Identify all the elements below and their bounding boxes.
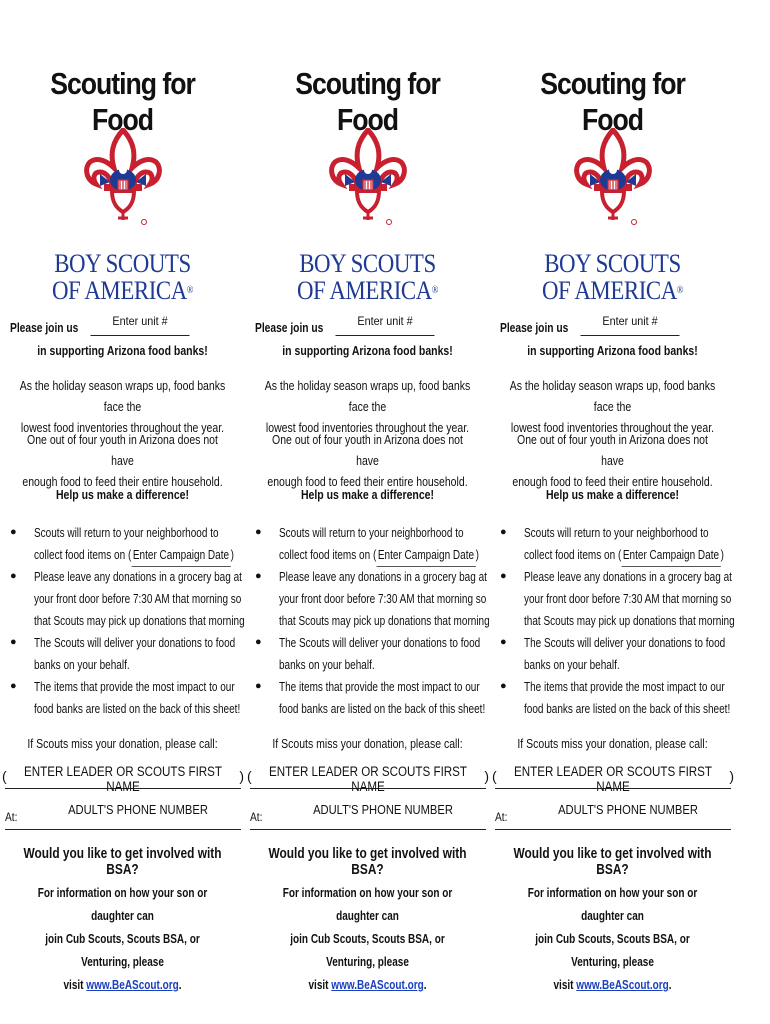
bsa-fleur-de-lis-icon: [327, 128, 409, 228]
paragraph-line: One out of four youth in Arizona does not have: [27, 433, 218, 468]
paren-right: ): [729, 768, 734, 784]
bullet-icon: ●: [500, 526, 507, 538]
list-item-continuation: [0, 610, 245, 632]
campaign-date-field[interactable]: Enter Campaign Date: [621, 544, 720, 567]
info-text: [270, 882, 466, 997]
info-line: For information on how your son or daughter can: [282, 886, 453, 923]
list-item: [245, 632, 490, 654]
flyer-3: [490, 0, 735, 1024]
help-heading: Help us make a difference!: [300, 488, 435, 502]
list-item: [245, 676, 490, 698]
info-text: [515, 882, 711, 997]
list-item-continuation: [245, 654, 490, 676]
bullet-text: The Scouts will deliver your donations to food: [524, 636, 726, 650]
paren-right: ): [239, 768, 244, 784]
youth-paragraph: [265, 430, 471, 493]
list-item-continuation: [245, 588, 490, 610]
support-text: in supporting Arizona food banks!: [527, 344, 698, 358]
bullet-text: collect food items on ( Enter Campaign Date ): [34, 544, 234, 567]
info-text: [25, 882, 221, 997]
info-line: join Cub Scouts, Scouts BSA, or Venturing, please: [45, 932, 200, 969]
brand-line-2-text: OF AMERICA: [51, 276, 187, 305]
list-item-continuation: [490, 588, 735, 610]
join-row: [0, 314, 245, 340]
list-item-continuation: [245, 698, 490, 720]
bullet-text: that Scouts may pick up donations that morning: [34, 614, 245, 628]
list-item-continuation: [0, 654, 245, 676]
list-item: [490, 632, 735, 654]
info-line: For information on how your son or daughter can: [527, 886, 698, 923]
bullet-text: Scouts will return to your neighborhood to: [279, 526, 464, 540]
bullet-text: Scouts will return to your neighborhood to: [34, 526, 219, 540]
brand-line-2: [260, 277, 476, 304]
involvement-heading: Would you like to get involved with BSA?: [268, 846, 467, 878]
flyer-title: Scouting for Food: [295, 66, 440, 137]
help-heading: Help us make a difference!: [55, 488, 190, 502]
call-text: If Scouts miss your donation, please call:: [27, 737, 218, 751]
leader-name-field[interactable]: [492, 762, 734, 794]
bullet-icon: ●: [500, 680, 507, 692]
paren-left: (: [247, 768, 252, 784]
bullet-text: food banks are listed on the back of this sheet!: [524, 702, 731, 716]
beascout-link[interactable]: www.BeAScout.org: [86, 978, 179, 992]
list-item: [490, 566, 735, 588]
info-line: [515, 974, 711, 997]
info-line: For information on how your son or daughter can: [37, 886, 208, 923]
support-text: in supporting Arizona food banks!: [282, 344, 453, 358]
list-item: [490, 522, 735, 544]
list-item-continuation: [0, 544, 245, 566]
bullet-text: that Scouts may pick up donations that morning: [279, 614, 490, 628]
bullet-text: banks on your behalf.: [524, 658, 620, 672]
bullet-text: The items that provide the most impact to our: [34, 680, 235, 694]
phone-field[interactable]: [5, 800, 241, 830]
brand-line-1: BOY SCOUTS: [544, 249, 681, 278]
list-item-continuation: [490, 654, 735, 676]
youth-paragraph: [510, 430, 716, 493]
list-item: [0, 676, 245, 698]
bullet-text: The items that provide the most impact to our: [279, 680, 480, 694]
list-item-continuation: [0, 698, 245, 720]
at-label: At:: [250, 810, 263, 824]
list-item-continuation: [490, 698, 735, 720]
flyer-title: Scouting for Food: [540, 66, 685, 137]
list-item: [490, 676, 735, 698]
youth-paragraph: [20, 430, 226, 493]
phone-value: ADULT'S PHONE NUMBER: [313, 802, 453, 817]
list-item: [245, 522, 490, 544]
list-item-continuation: [245, 544, 490, 566]
involvement-heading: Would you like to get involved with BSA?: [23, 846, 222, 878]
unit-number-field[interactable]: Enter unit #: [336, 314, 435, 336]
beascout-link[interactable]: www.BeAScout.org: [331, 978, 424, 992]
flyer-1: [0, 0, 245, 1024]
leader-name-value: ENTER LEADER OR SCOUTS FIRST NAME: [268, 764, 468, 794]
join-row: [245, 314, 490, 340]
phone-field[interactable]: [495, 800, 731, 830]
list-item: [0, 566, 245, 588]
brand-line-2: [505, 277, 721, 304]
bullet-text: your front door before 7:30 AM that morning so: [34, 592, 242, 606]
list-item-continuation: [490, 544, 735, 566]
bullet-text: banks on your behalf.: [34, 658, 130, 672]
phone-value: ADULT'S PHONE NUMBER: [68, 802, 208, 817]
leader-name-field[interactable]: [2, 762, 244, 794]
brand-line-1: BOY SCOUTS: [299, 249, 436, 278]
call-text: If Scouts miss your donation, please call:: [517, 737, 708, 751]
bullet-icon: ●: [10, 680, 17, 692]
at-label: At:: [495, 810, 508, 824]
bullet-icon: ●: [500, 570, 507, 582]
bullet-text: food banks are listed on the back of this sheet!: [34, 702, 241, 716]
visit-label: visit: [308, 978, 329, 992]
paragraph-line: enough food to feed their entire household.: [512, 475, 713, 489]
period: .: [668, 978, 672, 992]
join-label: Please join us: [10, 321, 79, 335]
bullet-text-part: collect food items on: [34, 548, 126, 562]
paragraph-line: One out of four youth in Arizona does not have: [272, 433, 463, 468]
bullet-icon: ●: [255, 636, 262, 648]
registered-mark: ®: [676, 285, 684, 296]
bullet-text: The Scouts will deliver your donations to food: [34, 636, 236, 650]
brand-line-1: BOY SCOUTS: [54, 249, 191, 278]
list-item-continuation: [245, 610, 490, 632]
bullet-text: collect food items on ( Enter Campaign Date ): [279, 544, 479, 567]
paren-right: ): [484, 768, 489, 784]
bullet-text: Please leave any donations in a grocery bag at: [34, 570, 242, 584]
call-text: If Scouts miss your donation, please call:: [272, 737, 463, 751]
list-item-continuation: [0, 588, 245, 610]
bullet-icon: ●: [255, 570, 262, 582]
paragraph-line: lowest food inventories throughout the year.: [20, 421, 225, 435]
info-line: join Cub Scouts, Scouts BSA, or Venturing, please: [535, 932, 690, 969]
paragraph-line: lowest food inventories throughout the year.: [265, 421, 470, 435]
phone-field[interactable]: [250, 800, 486, 830]
bullet-text: Please leave any donations in a grocery bag at: [524, 570, 732, 584]
bullet-icon: ●: [500, 636, 507, 648]
paragraph-line: enough food to feed their entire household.: [267, 475, 468, 489]
paragraph-line: One out of four youth in Arizona does not have: [517, 433, 708, 468]
bullet-text: food banks are listed on the back of this sheet!: [279, 702, 486, 716]
registered-mark: ®: [431, 285, 439, 296]
leader-name-field[interactable]: [247, 762, 489, 794]
flyer-title: Scouting for Food: [50, 66, 195, 137]
bsa-wordmark: [260, 250, 476, 304]
visit-label: visit: [63, 978, 84, 992]
join-label: Please join us: [500, 321, 569, 335]
bullet-text-part: collect food items on: [279, 548, 371, 562]
bullet-icon: ●: [255, 526, 262, 538]
support-text: in supporting Arizona food banks!: [37, 344, 208, 358]
paragraph-line: As the holiday season wraps up, food banks face the: [264, 379, 471, 414]
period: .: [423, 978, 427, 992]
info-line: [270, 974, 466, 997]
bullet-text: that Scouts may pick up donations that morning: [524, 614, 735, 628]
join-row: [490, 314, 735, 340]
help-heading: Help us make a difference!: [545, 488, 680, 502]
paragraph-line: As the holiday season wraps up, food banks face the: [19, 379, 226, 414]
bullet-text: The items that provide the most impact to our: [524, 680, 725, 694]
visit-label: visit: [553, 978, 574, 992]
paragraph-line: As the holiday season wraps up, food banks face the: [509, 379, 716, 414]
paragraph-line: enough food to feed their entire household.: [22, 475, 223, 489]
involvement-heading: Would you like to get involved with BSA?: [513, 846, 712, 878]
bsa-fleur-de-lis-icon: [82, 128, 164, 228]
brand-line-2-text: OF AMERICA: [296, 276, 432, 305]
campaign-date-field[interactable]: Enter Campaign Date: [131, 544, 230, 567]
bullet-icon: ●: [255, 680, 262, 692]
bullet-text: Please leave any donations in a grocery bag at: [279, 570, 487, 584]
phone-value: ADULT'S PHONE NUMBER: [558, 802, 698, 817]
list-item: [0, 632, 245, 654]
bullet-text: collect food items on ( Enter Campaign Date ): [524, 544, 724, 567]
bullet-text: The Scouts will deliver your donations to food: [279, 636, 481, 650]
bullet-text: your front door before 7:30 AM that morning so: [279, 592, 487, 606]
bullet-text: your front door before 7:30 AM that morning so: [524, 592, 732, 606]
leader-name-value: ENTER LEADER OR SCOUTS FIRST NAME: [23, 764, 223, 794]
campaign-date-field[interactable]: Enter Campaign Date: [376, 544, 475, 567]
bullet-text: Scouts will return to your neighborhood to: [524, 526, 709, 540]
bsa-wordmark: [505, 250, 721, 304]
paren-left: (: [2, 768, 7, 784]
join-label: Please join us: [255, 321, 324, 335]
beascout-link[interactable]: www.BeAScout.org: [576, 978, 669, 992]
period: .: [178, 978, 182, 992]
bsa-wordmark: [15, 250, 231, 304]
paren-left: (: [492, 768, 497, 784]
registered-mark: ®: [186, 285, 194, 296]
bullet-text-part: collect food items on: [524, 548, 616, 562]
leader-name-value: ENTER LEADER OR SCOUTS FIRST NAME: [513, 764, 713, 794]
unit-number-field[interactable]: Enter unit #: [91, 314, 190, 336]
unit-number-field[interactable]: Enter unit #: [581, 314, 680, 336]
list-item: [0, 522, 245, 544]
bullet-icon: ●: [10, 570, 17, 582]
info-line: join Cub Scouts, Scouts BSA, or Venturing, please: [290, 932, 445, 969]
paragraph-line: lowest food inventories throughout the year.: [510, 421, 715, 435]
brand-line-2-text: OF AMERICA: [541, 276, 677, 305]
bullet-text: banks on your behalf.: [279, 658, 375, 672]
bullet-icon: ●: [10, 526, 17, 538]
list-item: [245, 566, 490, 588]
list-item-continuation: [490, 610, 735, 632]
bullet-icon: ●: [10, 636, 17, 648]
info-line: [25, 974, 221, 997]
at-label: At:: [5, 810, 18, 824]
brand-line-2: [15, 277, 231, 304]
flyer-2: [245, 0, 490, 1024]
bsa-fleur-de-lis-icon: [572, 128, 654, 228]
